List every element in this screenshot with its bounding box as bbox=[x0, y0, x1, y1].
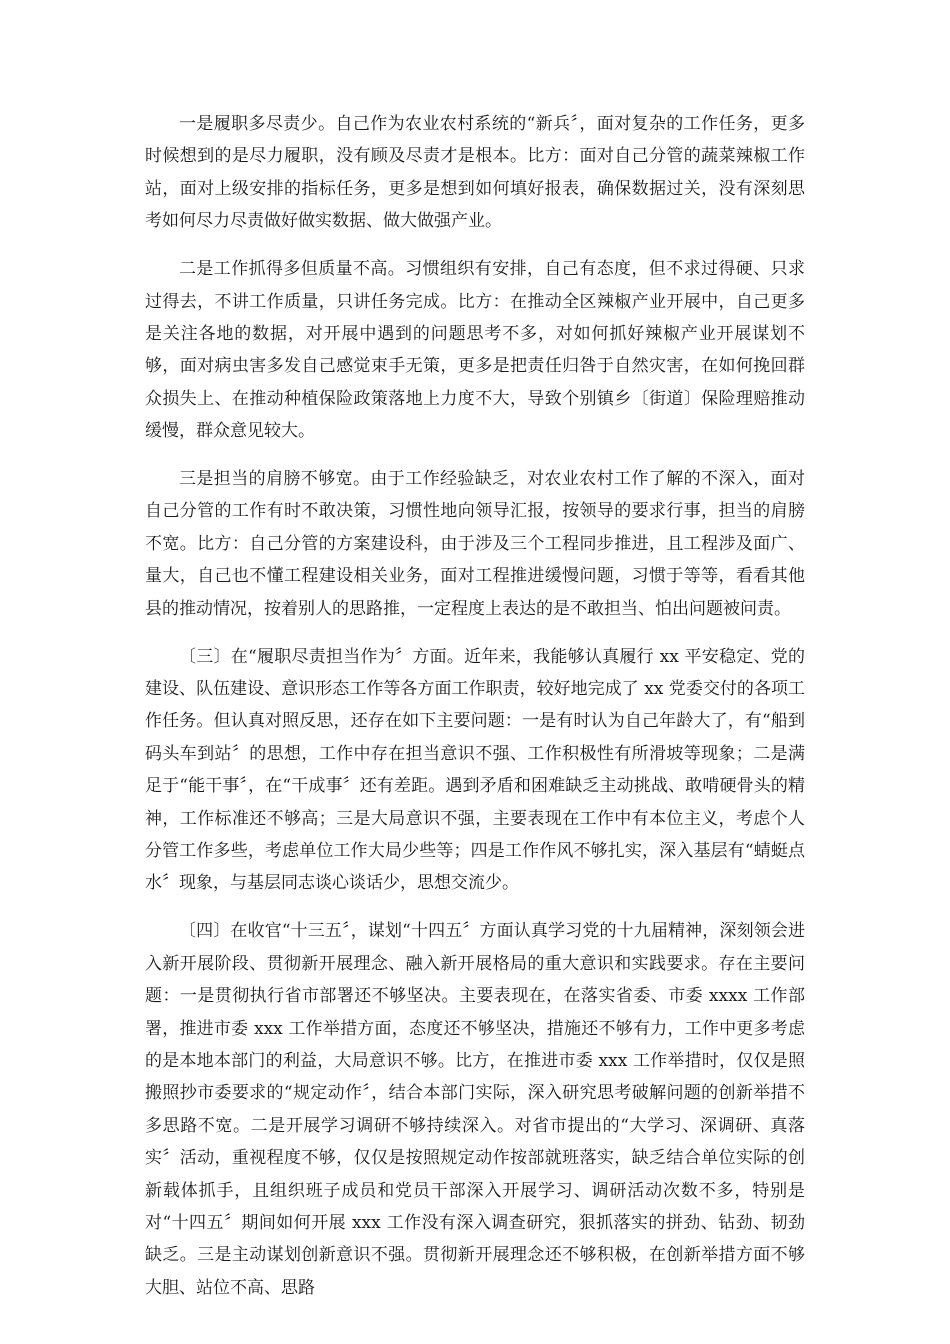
paragraph-5: 〔四〕在收官“十三五〞，谋划“十四五〞方面认真学习党的十九届精神，深刻领会进入新开展阶段、贯彻新开展理念、融入新开展格局的重大意识和实践要求。存在主要问题：一是贯彻执行省市部署还不够坚决。主要表现在，在落实省委、市委 xxxx 工作部署，推进市委 xxx 工作举措方面，态度还不够坚决，措施还不够有力，工作中更多考虑的是本地本部门的利益，大局意识不够。比方，在推进市委 xxx 工作举措时，仅仅是照搬照抄市委要求的“规定动作〞，结合本部门实际，深入研究思考破解问题的创新举措不多思路不宽。二是开展学习调研不够持续深入。对省市提出的“大学习、深调研、真落实〞活动，重视程度不够，仅仅是按照规定动作按部就班落实，缺乏结合单位实际的创新载体抓手，且组织班子成员和党员干部深入开展学习、调研活动次数不多，特别是对“十四五〞期间如何开展 xxx 工作没有深入调查研究，狠抓落实的拼劲、钻劲、韧劲缺乏。三是主动谋划创新意识不强。贯彻新开展理念还不够积极，在创新举措方面不够大胆、站位不高、思路 bbox=[145, 921, 805, 1298]
paragraph-2: 二是工作抓得多但质量不高。习惯组织有安排，自己有态度，但不求过得硬、只求过得去，不讲工作质量，只讲任务完成。比方：在推动全区辣椒产业开展中，自己更多是关注各地的数据，对开展中遇到的问题思考不多，对如何抓好辣椒产业开展谋划不够，面对病虫害多发自己感觉束手无策，更多是把责任归咎于自然灾害，在如何挽回群众损失上、在推动种植保险政策落地上力度不大，导致个别镇乡〔街道〕保险理赔推动缓慢，群众意见较大。 bbox=[145, 259, 805, 442]
paragraph-1: 一是履职多尽责少。自己作为农业农村系统的“新兵〞，面对复杂的工作任务，更多时候想到的是尽力履职，没有顾及尽责才是根本。比方：面对自己分管的蔬菜辣椒工作站，面对上级安排的指标任务，更多是想到如何填好报表，确保数据过关，没有深刻思考如何尽力尽责做好做实数据、做大做强产业。 bbox=[145, 114, 805, 232]
paragraph-3: 三是担当的肩膀不够宽。由于工作经验缺乏，对农业农村工作了解的不深入，面对自己分管的工作有时不敢决策，习惯性地向领导汇报，按领导的要求行事，担当的肩膀不宽。比方：自己分管的方案建设科，由于涉及三个工程同步推进，且工程涉及面广、量大，自己也不懂工程建设相关业务，面对工程推进缓慢问题，习惯于等等，看看其他县的推动情况，按着别人的思路推，一定程度上表达的是不敢担当、怕出问题被问责。 bbox=[145, 469, 805, 619]
paragraph-4: 〔三〕在“履职尽责担当作为〞方面。近年来，我能够认真履行 xx 平安稳定、党的建设、队伍建设、意识形态工作等各方面工作职责，较好地完成了 xx 党委交付的各项工作任务。但认真对照反思，还存在如下主要问题：一是有时认为自己年龄大了，有“船到码头车到站〞的思想，工作中存在担当意识不强、工作积极性有所滑坡等现象；二是满足于“能干事〞，在“干成事〞还有差距。遇到矛盾和困难缺乏主动挑战、敢啃硬骨头的精神，工作标准还不够高；三是大局意识不强，主要表现在工作中有本位主义，考虑个人分管工作多些，考虑单位工作大局少些等；四是工作作风不够扎实，深入基层有“蜻蜓点水〞现象，与基层同志谈心谈话少，思想交流少。 bbox=[145, 646, 805, 894]
document-body bbox=[145, 108, 805, 1304]
